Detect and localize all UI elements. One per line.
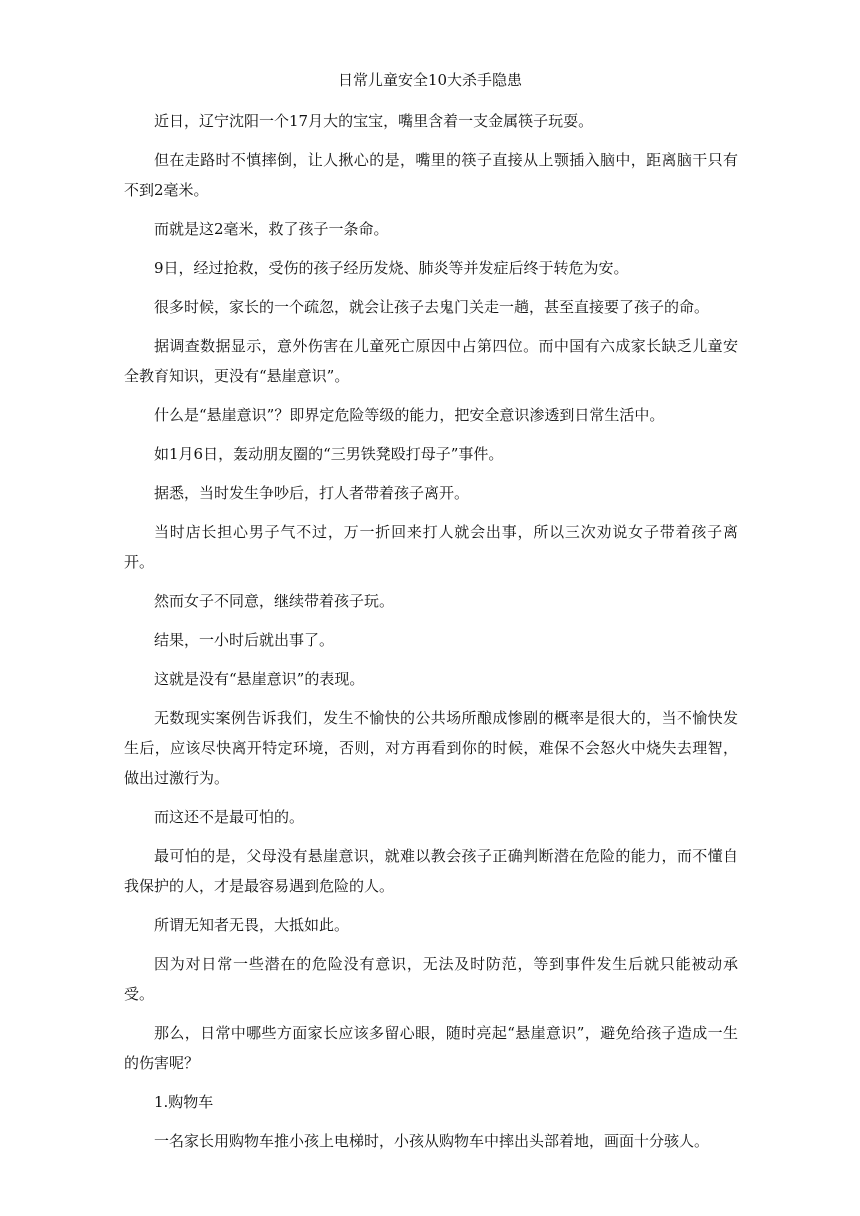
document-title: 日常儿童安全10大杀手隐患 xyxy=(337,71,523,89)
paragraph: 那么，日常中哪些方面家长应该多留心眼，随时亮起“悬崖意识”，避免给孩子造成一生的伤害呢？ xyxy=(124,1024,738,1072)
paragraph: 9日，经过抢救，受伤的孩子经历发烧、肺炎等并发症后终于转危为安。 xyxy=(154,259,629,277)
paragraph: 当时店长担心男子气不过，万一折回来打人就会出事，所以三次劝说女子带着孩子离开。 xyxy=(124,523,738,571)
paragraph: 一名家长用购物车推小孩上电梯时，小孩从购物车中摔出头部着地，画面十分骇人。 xyxy=(154,1132,710,1150)
section-heading: 1.购物车 xyxy=(154,1093,214,1111)
paragraph: 结果，一小时后就出事了。 xyxy=(154,631,335,649)
paragraph: 很多时候，家长的一个疏忽，就会让孩子去鬼门关走一趟，甚至直接要了孩子的命。 xyxy=(154,298,710,316)
paragraph: 据悉，当时发生争吵后，打人者带着孩子离开。 xyxy=(154,484,470,502)
paragraph: 什么是“悬崖意识”？即界定危险等级的能力，把安全意识渗透到日常生活中。 xyxy=(154,406,665,424)
paragraph: 近日，辽宁沈阳一个17月大的宝宝，嘴里含着一支金属筷子玩耍。 xyxy=(154,112,594,130)
paragraph: 而这还不是最可怕的。 xyxy=(154,808,305,826)
paragraph: 如1月6日，轰动朋友圈的“三男铁凳殴打母子”事件。 xyxy=(154,445,504,463)
paragraph: 无数现实案例告诉我们，发生不愉快的公共场所酿成惨剧的概率是很大的，当不愉快发生后，应该尽快离开特定环境，否则，对方再看到你的时候，难保不会怒火中烧失去理智，做出过激行为。 xyxy=(124,709,738,787)
paragraph: 所谓无知者无畏，大抵如此。 xyxy=(154,916,350,934)
paragraph: 这就是没有“悬崖意识”的表现。 xyxy=(154,670,365,688)
paragraph: 但在走路时不慎摔倒，让人揪心的是，嘴里的筷子直接从上颚插入脑中，距离脑干只有不到2毫米。 xyxy=(124,151,738,199)
paragraph: 而就是这2毫米，救了孩子一条命。 xyxy=(154,220,389,238)
document-body xyxy=(124,106,738,1165)
paragraph: 因为对日常一些潜在的危险没有意识，无法及时防范，等到事件发生后就只能被动承受。 xyxy=(124,955,738,1003)
paragraph: 最可怕的是，父母没有悬崖意识，就难以教会孩子正确判断潜在危险的能力，而不懂自我保护的人，才是最容易遇到危险的人。 xyxy=(124,847,738,895)
paragraph: 据调查数据显示，意外伤害在儿童死亡原因中占第四位。而中国有六成家长缺乏儿童安全教育知识，更没有“悬崖意识”。 xyxy=(124,337,738,385)
paragraph: 然而女子不同意，继续带着孩子玩。 xyxy=(154,592,395,610)
